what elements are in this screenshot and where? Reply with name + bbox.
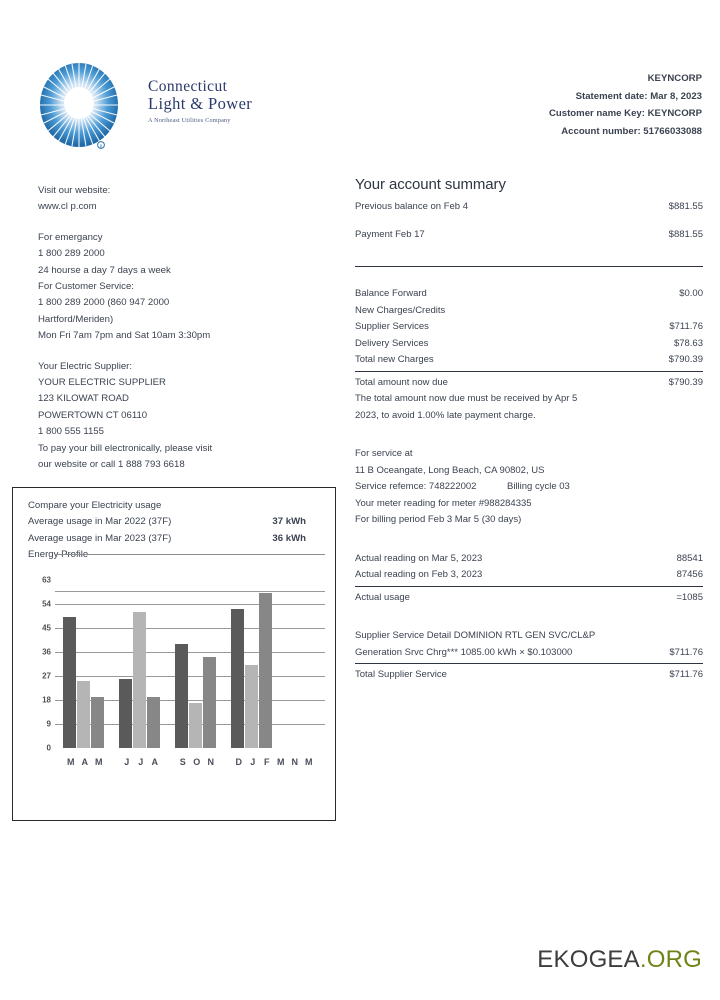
customer-service-hours: Mon Fri 7am 7pm and Sat 10am 3:30pm bbox=[38, 330, 211, 342]
current-reading-row bbox=[355, 551, 703, 568]
total-supplier-service-value: $711.76 bbox=[669, 669, 703, 680]
header-account-number: Account number: 51766033088 bbox=[561, 125, 702, 137]
chart-x-tick: F bbox=[264, 757, 270, 767]
total-new-charges-row bbox=[355, 352, 703, 369]
electricity-usage-panel bbox=[12, 487, 336, 821]
due-notice-line-1: The total amount now due must be received by Apr 5 bbox=[355, 393, 578, 404]
account-summary-block bbox=[355, 176, 703, 684]
supplier-label: Your Electric Supplier: bbox=[38, 360, 133, 372]
billing-cycle: Billing cycle 03 bbox=[507, 481, 570, 492]
supplier-detail-heading: Supplier Service Detail DOMINION RTL GEN SVC/CL&P bbox=[355, 630, 596, 641]
total-due-row bbox=[355, 375, 703, 392]
customer-service-label: For Customer Service: bbox=[38, 281, 134, 293]
total-due-value: $790.39 bbox=[668, 376, 703, 388]
readings-divider bbox=[355, 586, 703, 587]
total-new-charges-label: Total new Charges bbox=[355, 354, 434, 365]
chart-x-tick: J bbox=[124, 757, 130, 767]
supplier-city: POWERTOWN CT 06110 bbox=[38, 409, 148, 421]
contact-info-block bbox=[38, 183, 318, 474]
avg-2022-label: Average usage in Mar 2022 (37F) bbox=[28, 516, 172, 528]
customer-service-phone: 1 800 289 2000 (860 947 2000 bbox=[38, 297, 170, 309]
service-reference: Service refemce: 748222002 bbox=[355, 481, 477, 492]
chart-y-tick: 63 bbox=[42, 575, 51, 585]
epay-line-2: our website or call 1 888 793 6618 bbox=[38, 459, 185, 471]
logo-wordmark bbox=[148, 78, 252, 124]
chart-bar bbox=[119, 679, 132, 748]
previous-balance-value: $881.55 bbox=[668, 201, 703, 212]
chart-x-tick: M bbox=[277, 757, 285, 767]
chart-bar-group bbox=[119, 580, 165, 748]
chart-bar-group bbox=[63, 580, 109, 748]
chart-y-tick: 45 bbox=[42, 623, 51, 633]
chart-bar bbox=[133, 612, 146, 748]
supplier-services-label: Supplier Services bbox=[355, 321, 429, 332]
header-company: KEYNCORP bbox=[647, 73, 702, 84]
current-reading-label: Actual reading on Mar 5, 2023 bbox=[355, 552, 483, 564]
total-supplier-service-label: Total Supplier Service bbox=[355, 669, 447, 680]
new-charges-label: New Charges/Credits bbox=[355, 304, 446, 316]
logo-tagline: A Northeast Utilities Company bbox=[148, 116, 231, 124]
previous-balance-label: Previous balance on Feb 4 bbox=[355, 201, 469, 212]
avg-2022-value: 37 kWh bbox=[272, 516, 306, 528]
due-notice-line-2: 2023, to avoid 1.00% late payment charge. bbox=[355, 409, 536, 421]
total-due-label: Total amount now due bbox=[355, 376, 448, 388]
total-supplier-service-row bbox=[355, 667, 703, 684]
chart-x-tick: M bbox=[95, 757, 103, 767]
account-summary-title: Your account summary bbox=[355, 176, 506, 193]
payment-label: Payment Feb 17 bbox=[355, 228, 425, 240]
chart-bar bbox=[63, 617, 76, 748]
chart-x-tick: D bbox=[235, 757, 243, 767]
balance-forward-label: Balance Forward bbox=[355, 288, 427, 299]
chart-bar bbox=[175, 644, 188, 748]
chart-bar bbox=[203, 657, 216, 748]
delivery-services-value: $78.63 bbox=[673, 337, 703, 349]
supplier-detail-divider bbox=[355, 663, 703, 664]
supplier-street: 123 KILOWAT ROAD bbox=[38, 393, 129, 405]
emergency-phone: 1 800 289 2000 bbox=[38, 248, 105, 260]
chart-x-tick: M bbox=[67, 757, 75, 767]
service-reference-row bbox=[355, 479, 703, 496]
avg-2023-row bbox=[28, 531, 324, 547]
header-customer-name-key: Customer name Key: KEYNCORP bbox=[548, 108, 702, 119]
supplier-services-row bbox=[355, 319, 703, 336]
new-charges-row bbox=[355, 303, 703, 320]
statement-header bbox=[362, 70, 702, 140]
chart-bar bbox=[259, 593, 272, 748]
generation-charge-label: Generation Srvc Chrg*** 1085.00 kWh × $0.103000 bbox=[355, 646, 573, 658]
chart-bar-group bbox=[175, 580, 221, 748]
emergency-label: For emergancy bbox=[38, 231, 103, 243]
chart-bar bbox=[189, 703, 202, 748]
chart-x-tick: J bbox=[250, 757, 256, 767]
chart-y-axis bbox=[25, 575, 51, 753]
chart-bar-group bbox=[231, 580, 277, 748]
sunburst-logo-icon bbox=[38, 62, 120, 150]
service-address: 11 B Oceangate, Long Beach, CA 90802, US bbox=[355, 464, 545, 476]
actual-usage-row bbox=[355, 590, 703, 607]
generation-charge-row bbox=[355, 645, 703, 662]
payment-row bbox=[355, 227, 703, 244]
chart-bar bbox=[245, 665, 258, 748]
chart-x-axis bbox=[55, 757, 325, 771]
watermark bbox=[537, 946, 702, 974]
energy-profile-chart bbox=[25, 575, 325, 785]
website-url[interactable]: www.cl p.com bbox=[38, 201, 97, 213]
avg-2023-label: Average usage in Mar 2023 (37F) bbox=[28, 532, 172, 544]
logo-line-1: Connecticut bbox=[148, 78, 228, 95]
epay-line-1: To pay your bill electronically, please visit bbox=[38, 442, 213, 454]
chart-y-tick: 9 bbox=[46, 719, 51, 729]
generation-charge-value: $711.76 bbox=[669, 646, 703, 658]
billing-period: For billing period Feb 3 Mar 5 (30 days) bbox=[355, 514, 522, 525]
avg-2023-value: 36 kWh bbox=[272, 532, 306, 544]
balance-forward-value: $0.00 bbox=[679, 288, 703, 299]
chart-y-tick: 36 bbox=[42, 647, 51, 657]
chart-y-tick: 54 bbox=[42, 599, 51, 609]
delivery-services-row bbox=[355, 336, 703, 353]
balance-forward-row bbox=[355, 286, 703, 303]
usage-panel-title: Compare your Electricity usage bbox=[28, 500, 162, 511]
summary-divider-2 bbox=[355, 371, 703, 372]
chart-x-tick: M bbox=[305, 757, 313, 767]
chart-bar bbox=[91, 697, 104, 748]
logo-line-2: Light & Power bbox=[148, 94, 253, 114]
previous-reading-row bbox=[355, 567, 703, 584]
chart-x-tick: A bbox=[151, 757, 159, 767]
meter-reading-line: Your meter reading for meter #988284335 bbox=[355, 497, 532, 509]
svg-text:R: R bbox=[99, 143, 103, 149]
chart-x-tick: N bbox=[207, 757, 215, 767]
company-logo bbox=[38, 62, 328, 162]
chart-y-tick: 27 bbox=[42, 671, 51, 681]
chart-x-tick: O bbox=[193, 757, 201, 767]
actual-usage-label: Actual usage bbox=[355, 591, 410, 603]
current-reading-value: 88541 bbox=[676, 552, 703, 564]
watermark-tld: .ORG bbox=[639, 946, 702, 973]
website-label: Visit our website: bbox=[38, 185, 111, 196]
supplier-services-value: $711.76 bbox=[669, 321, 703, 332]
summary-divider-1 bbox=[355, 266, 703, 267]
header-statement-date: Statement date: Mar 8, 2023 bbox=[575, 90, 702, 102]
chart-y-tick: 18 bbox=[42, 695, 51, 705]
energy-profile-label: Energy Profile bbox=[28, 549, 89, 561]
previous-reading-value: 87456 bbox=[676, 569, 703, 580]
emergency-hours: 24 hourse a day 7 days a week bbox=[38, 264, 171, 276]
chart-x-tick: A bbox=[81, 757, 89, 767]
supplier-name: YOUR ELECTRIC SUPPLIER bbox=[38, 377, 166, 389]
chart-x-tick: J bbox=[138, 757, 144, 767]
actual-usage-value: =1085 bbox=[676, 591, 703, 603]
supplier-phone: 1 800 555 1155 bbox=[38, 426, 104, 438]
chart-bar bbox=[147, 697, 160, 748]
chart-bar bbox=[231, 609, 244, 748]
chart-x-tick: N bbox=[291, 757, 299, 767]
for-service-at-label: For service at bbox=[355, 448, 413, 459]
chart-bars bbox=[55, 580, 325, 748]
chart-x-tick: S bbox=[179, 757, 187, 767]
watermark-name: EKOGEA bbox=[537, 946, 640, 973]
previous-reading-label: Actual reading on Feb 3, 2023 bbox=[355, 569, 483, 580]
payment-value: $881.55 bbox=[668, 228, 703, 240]
chart-bar bbox=[77, 681, 90, 748]
avg-2022-row bbox=[28, 514, 324, 530]
chart-top-rule bbox=[55, 554, 325, 555]
delivery-services-label: Delivery Services bbox=[355, 337, 429, 349]
previous-balance-row bbox=[355, 199, 703, 216]
chart-y-tick: 0 bbox=[46, 743, 51, 753]
customer-service-region: Hartford/Meriden) bbox=[38, 313, 114, 325]
total-new-charges-value: $790.39 bbox=[668, 354, 703, 365]
